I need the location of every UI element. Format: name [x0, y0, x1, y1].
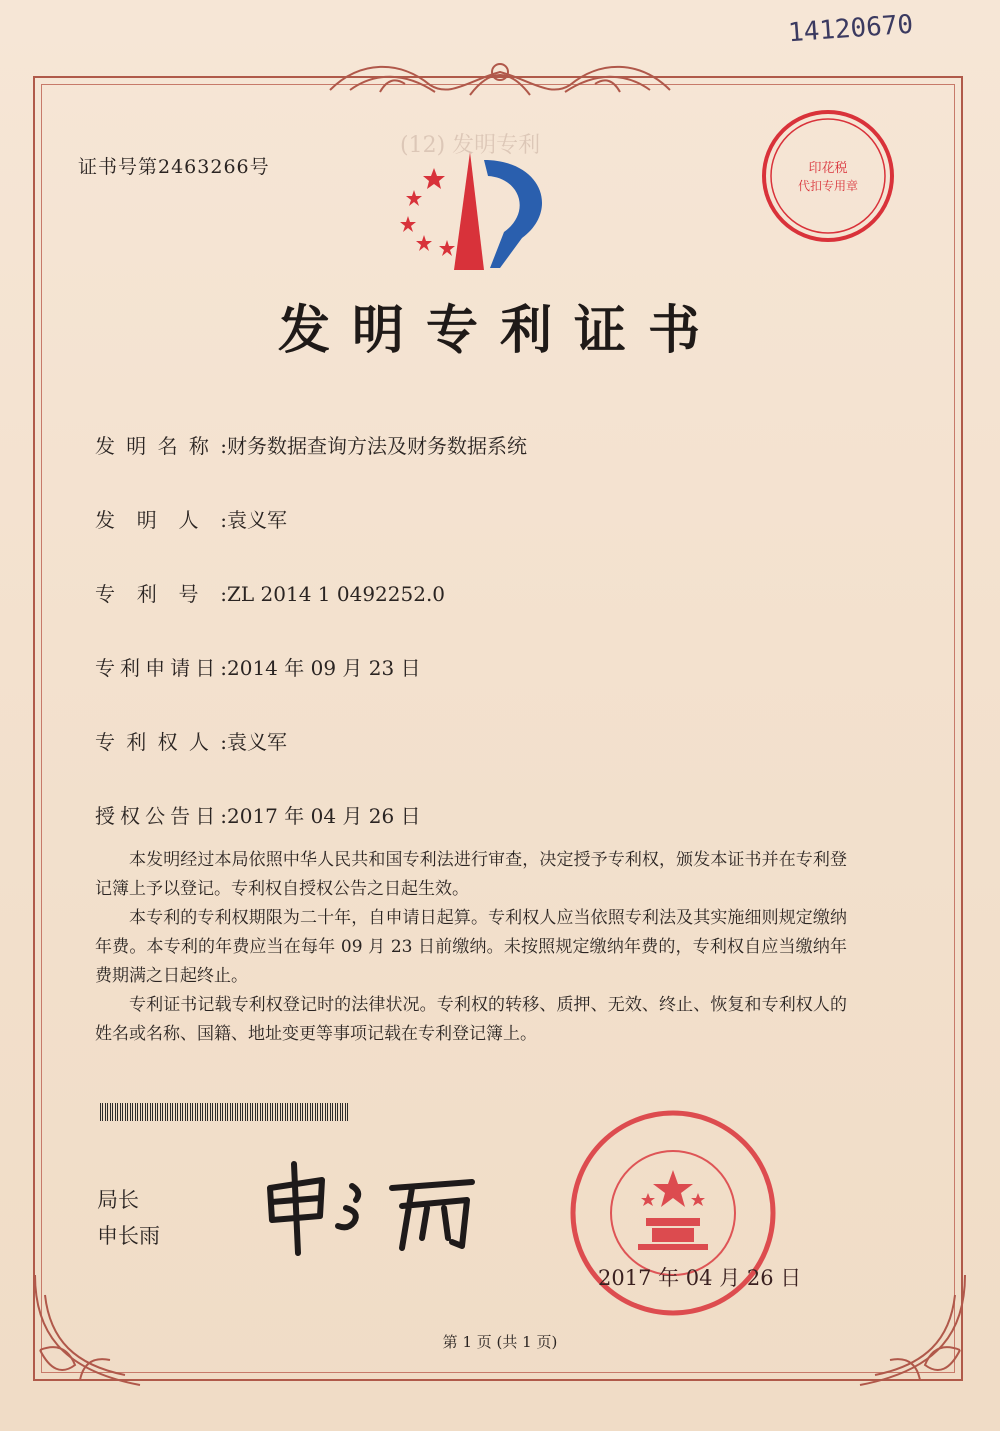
patentee-label: 专利权人:	[95, 730, 227, 754]
body-paragraph: 本发明经过本局依照中华人民共和国专利法进行审查，决定授予专利权，颁发本证书并在专利登记簿上予以登记。专利权自授权公告之日起生效。	[95, 850, 847, 899]
handwritten-note: 14120670	[787, 9, 915, 49]
barcode	[100, 1103, 350, 1121]
patent-number-field	[95, 578, 445, 607]
application-date-field	[95, 652, 421, 681]
corner-ornament-bottom-left	[20, 1260, 160, 1400]
grant-date-field	[95, 800, 421, 829]
body-paragraph: 本专利的专利权期限为二十年，自申请日起算。专利权人应当依照专利法及其实施细则规定缴纳年费。本专利的年费应当在每年 09 月 23 日前缴纳。未按照规定缴纳年费的，专利权自应当缴纳年费期满之日起终止。	[95, 908, 847, 986]
patent-number-value: ZL 2014 1 0492252.0	[227, 582, 446, 606]
body-paragraph: 专利证书记载专利权登记时的法律状况。专利权的转移、质押、无效、终止、恢复和专利权人的姓名或名称、国籍、地址变更等事项记载在专利登记簿上。	[95, 995, 847, 1044]
document-title: 发明专利证书	[277, 301, 722, 361]
background-watermark-text: (12) 发明专利	[400, 133, 541, 158]
patentee-field	[95, 726, 287, 755]
svg-text:印花税: 印花税	[808, 161, 848, 176]
top-ornament	[320, 50, 680, 102]
application-date-value: 2014 年 09 月 23 日	[227, 656, 421, 680]
handwritten-signature	[262, 1158, 492, 1258]
grant-date-value: 2017 年 04 月 26 日	[227, 804, 421, 828]
certificate-body	[95, 846, 847, 1049]
invention-name-value: 财务数据查询方法及财务数据系统	[227, 434, 527, 458]
patent-number-label: 专利号:	[95, 582, 227, 606]
grant-date-label: 授权公告日:	[95, 804, 227, 828]
inventor-field	[95, 504, 287, 533]
svg-text:代扣专用章: 代扣专用章	[797, 179, 859, 193]
inventor-value: 袁义军	[227, 508, 287, 532]
cnipa-logo	[392, 150, 562, 275]
invention-name-field	[95, 430, 527, 459]
page-number: 第 1 页 (共 1 页)	[442, 1333, 558, 1351]
tax-stamp-seal	[760, 108, 896, 244]
application-date-label: 专利申请日:	[95, 656, 227, 680]
certificate-number: 证书号第2463266号	[78, 156, 270, 178]
signatory-title: 局长	[97, 1188, 139, 1212]
patentee-value: 袁义军	[227, 730, 287, 754]
seal-date: 2017 年 04 月 26 日	[598, 1266, 802, 1290]
corner-ornament-bottom-right	[840, 1260, 980, 1400]
inventor-label: 发明人:	[95, 508, 227, 532]
signatory-name: 申长雨	[97, 1224, 160, 1248]
invention-name-label: 发明名称:	[95, 434, 227, 458]
